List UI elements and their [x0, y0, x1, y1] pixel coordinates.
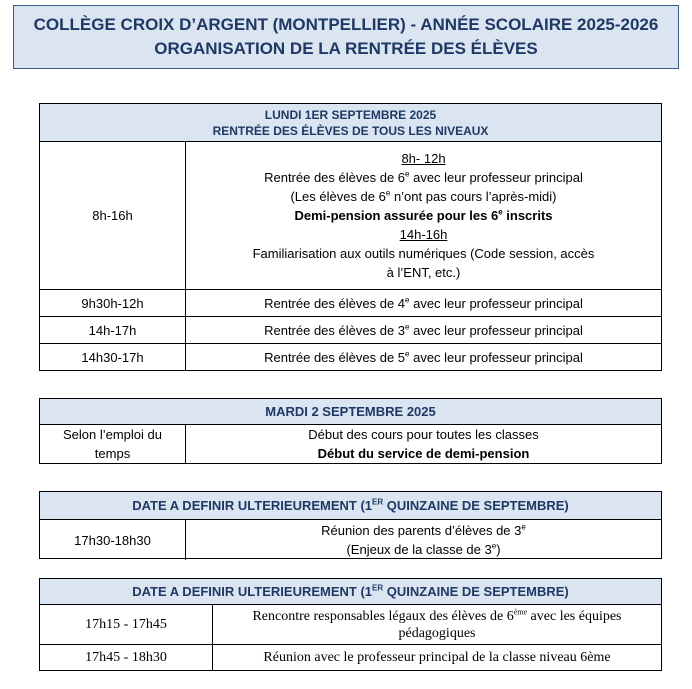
activity-cell: Rentrée des élèves de 4e avec leur professeur principal — [264, 295, 583, 311]
page-title: COLLÈGE CROIX D’ARGENT (MONTPELLIER) - ANNÉE SCOLAIRE 2025-2026 — [33, 15, 659, 34]
activity-cell: Réunion avec le professeur principal de la classe niveau 6ème — [263, 649, 611, 665]
time-cell: Selon l’emploi du temps — [40, 425, 186, 463]
parents-meeting-table — [39, 491, 662, 559]
time-cell: 14h30-17h — [40, 344, 186, 370]
monday-subtitle: RENTRÉE DES ÉLÈVES DE TOUS LES NIVEAUX — [212, 123, 489, 138]
table-row — [40, 605, 661, 645]
activity-line: à l’ENT, etc.) — [386, 265, 461, 280]
time-cell: 14h-17h — [40, 317, 186, 343]
table-row — [40, 290, 661, 317]
table-row — [40, 344, 661, 370]
activity-cell: Réunion des parents d’élèves de 3e (Enjeux de la classe de 3e) — [321, 522, 526, 557]
activity-cell: Rentrée des élèves de 3e avec leur professeur principal — [264, 322, 583, 338]
table-row — [40, 425, 661, 463]
time-cell: 17h30-18h30 — [40, 520, 186, 560]
tuesday-schedule-table — [39, 398, 662, 464]
guardians-meeting-table — [39, 578, 662, 671]
activity-line: Familiarisation aux outils numériques (Code session, accès — [252, 246, 595, 261]
activity-cell — [186, 142, 661, 289]
tuesday-header: MARDI 2 SEPTEMBRE 2025 — [40, 399, 661, 425]
table-row — [40, 317, 661, 344]
time-slot-morning: 8h- 12h — [401, 151, 446, 166]
activity-line: Demi-pension assurée pour les 6e inscrits — [294, 207, 553, 223]
monday-header — [40, 104, 661, 142]
block3-header: DATE A DEFINIR ULTERIEUREMENT (1ER QUINZAINE DE SEPTEMBRE) — [40, 492, 661, 520]
time-cell: 9h30h-12h — [40, 290, 186, 316]
activity-cell: Rentrée des élèves de 5e avec leur professeur principal — [264, 349, 583, 365]
activity-cell — [186, 425, 661, 463]
activity-cell: Rencontre responsables légaux des élèves de 6ème avec les équipes pédagogiques — [252, 606, 622, 641]
activity-line: (Les élèves de 6e n’ont pas cours l’après-midi) — [290, 188, 557, 204]
block4-header: DATE A DEFINIR ULTERIEUREMENT (1ER QUINZAINE DE SEPTEMBRE) — [40, 579, 661, 605]
table-row — [40, 520, 661, 560]
page-subtitle: ORGANISATION DE LA RENTRÉE DES ÉLÈVES — [154, 39, 538, 58]
monday-schedule-table — [39, 103, 662, 371]
time-cell: 17h15 - 17h45 — [40, 605, 213, 644]
time-cell: 17h45 - 18h30 — [40, 645, 213, 670]
table-row — [40, 645, 661, 670]
activity-line: Rentrée des élèves de 6e avec leur professeur principal — [264, 169, 583, 185]
monday-date: LUNDI 1ER SEPTEMBRE 2025 — [264, 107, 437, 122]
activity-line: Début des cours pour toutes les classes — [308, 427, 539, 442]
activity-line: Début du service de demi-pension — [317, 446, 530, 461]
time-slot-afternoon: 14h-16h — [399, 227, 448, 242]
page-header — [13, 5, 679, 69]
table-row — [40, 142, 661, 290]
time-cell: 8h-16h — [40, 142, 186, 289]
